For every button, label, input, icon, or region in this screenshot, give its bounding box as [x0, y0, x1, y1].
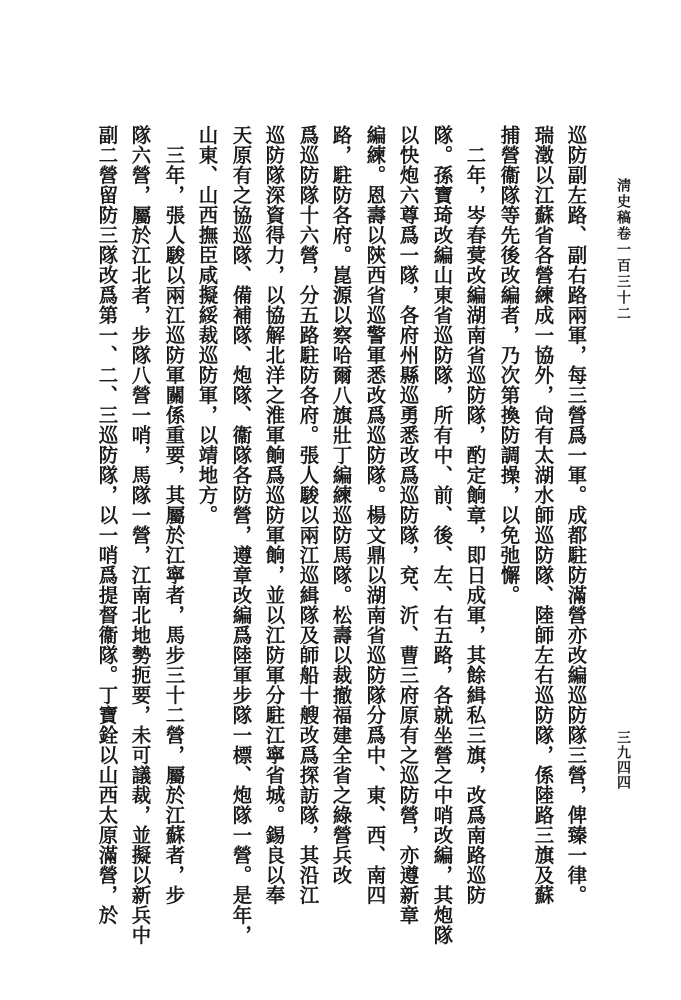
text-column-15: 副二營留防三隊改爲第一、二、三巡防隊，以一哨爲提督衞隊。丁寶銓以山西太原滿營，於	[95, 125, 119, 925]
text-column-5: 隊。孫寶琦改編山東省巡防隊，所有中、前、後、左、右五路，各就坐營之中哨改編，其炮隊	[430, 125, 454, 945]
text-column-7: 編練。恩壽以陝西省巡警軍悉改爲巡防隊。楊文鼎以湖南省巡防隊分爲中、東、西、南四	[363, 125, 387, 905]
text-column-11: 天原有之協巡隊、備補隊、炮隊、衞隊各防營，遵章改編爲陸軍步隊一標、炮隊一營。是年，	[229, 125, 253, 945]
text-column-12: 山東、山西撫臣咸擬綏裁巡防軍，以靖地方。	[195, 125, 219, 525]
text-column-13: 三年，張人駿以兩江巡防軍關係重要，其屬於江寧者，馬步三十二營，屬於江蘇者，步	[162, 125, 186, 905]
text-column-9: 爲巡防隊十六營，分五路駐防各府。張人駿以兩江巡緝隊及師船十艘改爲探訪隊，其沿江	[296, 125, 320, 905]
text-column-8: 路，駐防各府。崑源以察哈爾八旗壯丁編練巡防馬隊。松壽以裁撤福建全省之綠營兵改	[329, 125, 353, 885]
text-column-1: 巡防副左路、副右路兩軍，每三營爲一軍。成都駐防滿營亦改編巡防隊三營，俾臻一律。	[564, 125, 588, 905]
page-number: 三九四四	[615, 730, 631, 790]
text-column-6: 以快炮六尊爲一隊，各府州縣巡勇悉改爲巡防隊，兗、沂、曹三府原有之巡防營，亦遵新章	[396, 125, 420, 925]
running-title: 淸史稿卷一百三十二	[615, 178, 631, 322]
text-column-4: 二年，岑春蓂改編湖南省巡防隊，酌定餉章，即日成軍，其餘緝私三旗，改爲南路巡防	[463, 125, 487, 905]
text-column-10: 巡防隊深資得力，以協解北洋之淮軍餉爲巡防軍餉，並以江防軍分駐江寧省城。錫良以奉	[262, 125, 286, 905]
text-column-2: 瑞澂以江蘇省各營練成一協外，尙有太湖水師巡防隊、陸師左右巡防隊，係陸路三旗及蘇	[531, 125, 555, 905]
text-column-14: 隊六營，屬於江北者，步隊八營一哨，馬隊一營，江南北地勢扼要，未可議裁，並擬以新兵中	[128, 125, 152, 945]
text-column-3: 捕營衞隊等先後改編者，乃次第換防調操，以免弛懈。	[497, 125, 521, 605]
